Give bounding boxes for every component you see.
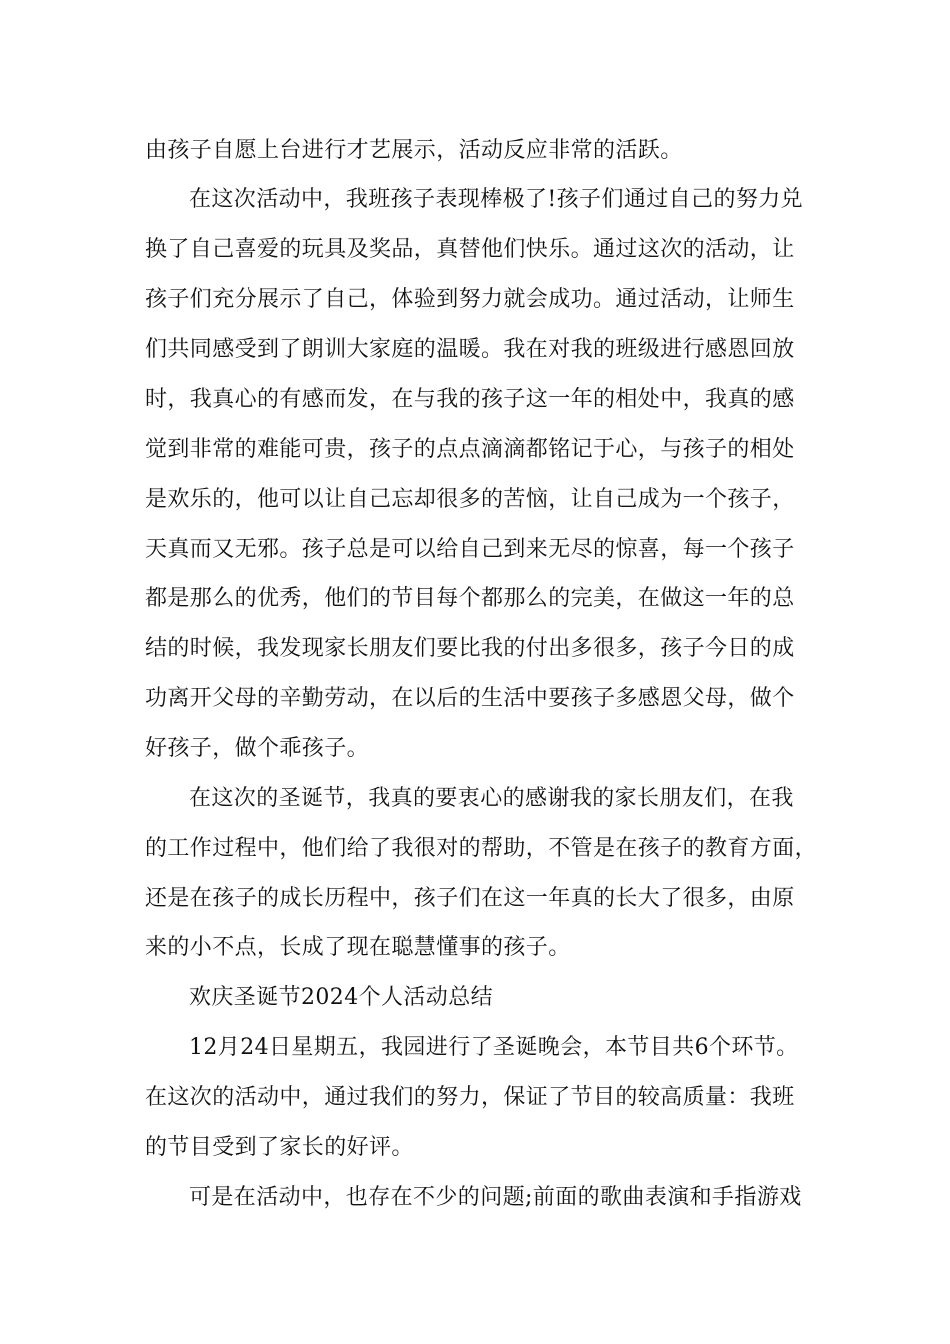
text-line: 换了自己喜爱的玩具及奖品，真替他们快乐。通过这次的活动，让 <box>145 237 795 262</box>
text-line: 的节目受到了家长的好评。 <box>145 1135 414 1160</box>
text-line: 好孩子，做个乖孩子。 <box>145 736 370 761</box>
text-line: 们共同感受到了朗训大家庭的温暖。我在对我的班级进行感恩回放 <box>145 337 795 362</box>
text-line: 觉到非常的难能可贵，孩子的点点滴滴都铭记于心，与孩子的相处 <box>145 437 795 462</box>
text-line: 是欢乐的，他可以让自己忘却很多的苦恼，让自己成为一个孩子， <box>145 487 795 512</box>
text-line: 都是那么的优秀，他们的节目每个都那么的完美，在做这一年的总 <box>145 586 795 611</box>
paragraph-start-line: 在这次活动中，我班孩子表现棒极了!孩子们通过自己的努力兑 <box>189 187 804 212</box>
text-line: 结的时候，我发现家长朋友们要比我的付出多很多，孩子今日的成 <box>145 636 795 661</box>
text-line: 还是在孩子的成长历程中，孩子们在这一年真的长大了很多，由原 <box>145 886 795 911</box>
paragraph-start-line: 可是在活动中，也存在不少的问题;前面的歌曲表演和手指游戏 <box>189 1185 802 1210</box>
text-line: 时，我真心的有感而发，在与我的孩子这一年的相处中，我真的感 <box>145 387 795 412</box>
text-line: 在这次的活动中，通过我们的努力，保证了节目的较高质量：我班 <box>145 1085 795 1110</box>
paragraph-start-line: 在这次的圣诞节，我真的要衷心的感谢我的家长朋友们，在我 <box>189 786 794 811</box>
text-line: 孩子们充分展示了自己，体验到努力就会成功。通过活动，让师生 <box>145 287 795 312</box>
text-line: 天真而又无邪。孩子总是可以给自己到来无尽的惊喜，每一个孩子 <box>145 537 795 562</box>
text-line: 的工作过程中，他们给了我很对的帮助，不管是在孩子的教育方面， <box>145 836 818 861</box>
text-line: 功离开父母的辛勤劳动，在以后的生活中要孩子多感恩父母，做个 <box>145 686 795 711</box>
text-line: 来的小不点，长成了现在聪慧懂事的孩子。 <box>145 935 571 960</box>
paragraph-start-line: 12月24日星期五，我园进行了圣诞晚会，本节目共6个环节。 <box>189 1035 799 1060</box>
section-heading: 欢庆圣诞节2024个人活动总结 <box>189 985 493 1010</box>
text-line: 由孩子自愿上台进行才艺展示，活动反应非常的活跃。 <box>145 138 683 163</box>
